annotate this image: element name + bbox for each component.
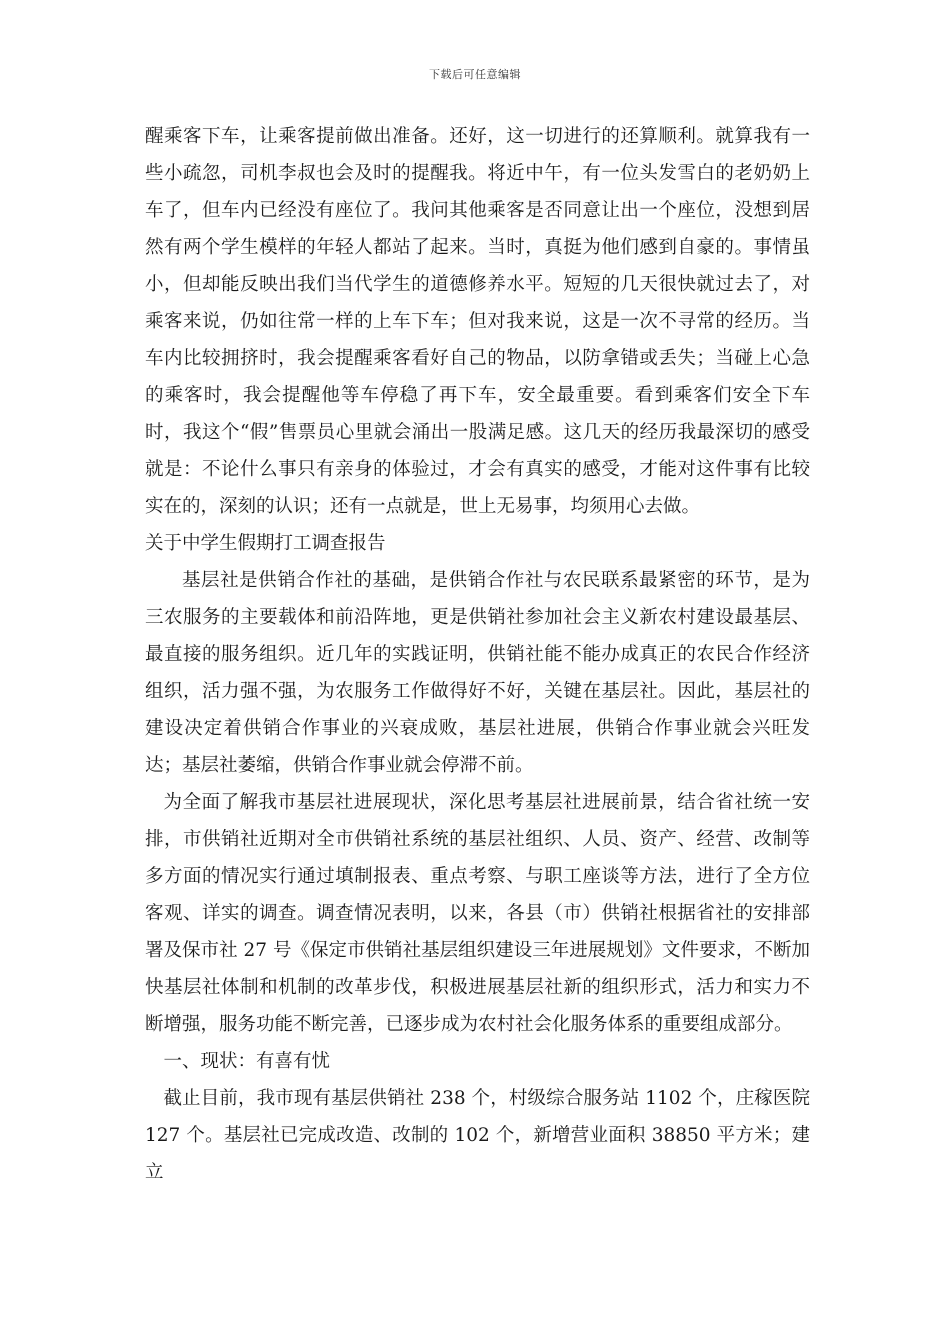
paragraph-survey: 为全面了解我市基层社进展现状，深化思考基层社进展前景，结合省社统一安排，市供销社近期对全市供销社系统的基层社组织、人员、资产、经营、改制等多方面的情况实行通过填制报表、重点考察、与职工座谈等方法，进行了全方位客观、详实的调查。调查情况表明，以来，各县（市）供销社根据省社的安排部署及保市社 27 号《保定市供销社基层组织建设三年进展规划》文件要求，不断加快基层社体制和机制的改革步伐，积极进展基层社新的组织形式，活力和实力不断增强，服务功能不断完善，已逐步成为农村社会化服务体系的重要组成部分。 <box>145 792 810 1035</box>
paragraph-continuation: 醒乘客下车，让乘客提前做出准备。还好，这一切进行的还算顺利。就算我有一些小疏忽，司机李叔也会及时的提醒我。将近中午，有一位头发雪白的老奶奶上车了，但车内已经没有座位了。我问其他乘客是否同意让出一个座位，没想到居然有两个学生模样的年轻人都站了起来。当时，真挺为他们感到自豪的。事情虽小，但却能反映出我们当代学生的道德修养水平。短短的几天很快就过去了，对乘客来说，仍如往常一样的上车下车；但对我来说，这是一次不寻常的经历。当车内比较拥挤时，我会提醒乘客看好自己的物品，以防拿错或丢失；当碰上心急的乘客时，我会提醒他等车停稳了再下车，安全最重要。看到乘客们安全下车时，我这个“假”售票员心里就会涌出一股满足感。这几天的经历我最深切的感受就是：不论什么事只有亲身的体验过，才会有真实的感受，才能对这件事有比较实在的，深刻的认识；还有一点就是，世上无易事，均须用心去做。 <box>145 126 810 517</box>
section-heading-status: 一、现状：有喜有忧 <box>163 1051 331 1072</box>
page-header-note: 下载后可任意编辑 <box>429 68 521 81</box>
paragraph-status: 截止目前，我市现有基层供销社 238 个，村级综合服务站 1102 个，庄稼医院 127 个。基层社已完成改造、改制的 102 个，新增营业面积 38850 平方米；建立 <box>145 1088 810 1183</box>
paragraph-intro: 基层社是供销合作社的基础，是供销合作社与农民联系最紧密的环节，是为三农服务的主要载体和前沿阵地，更是供销社参加社会主义新农村建设最基层、最直接的服务组织。近几年的实践证明，供销社能不能办成真正的农民合作经济组织，活力强不强，为农服务工作做得好不好，关键在基层社。因此，基层社的建设决定着供销合作事业的兴衰成败，基层社进展，供销合作事业就会兴旺发达；基层社萎缩，供销合作事业就会停滞不前。 <box>145 570 810 776</box>
report-title: 关于中学生假期打工调查报告 <box>145 533 386 554</box>
document-body <box>145 118 810 1191</box>
